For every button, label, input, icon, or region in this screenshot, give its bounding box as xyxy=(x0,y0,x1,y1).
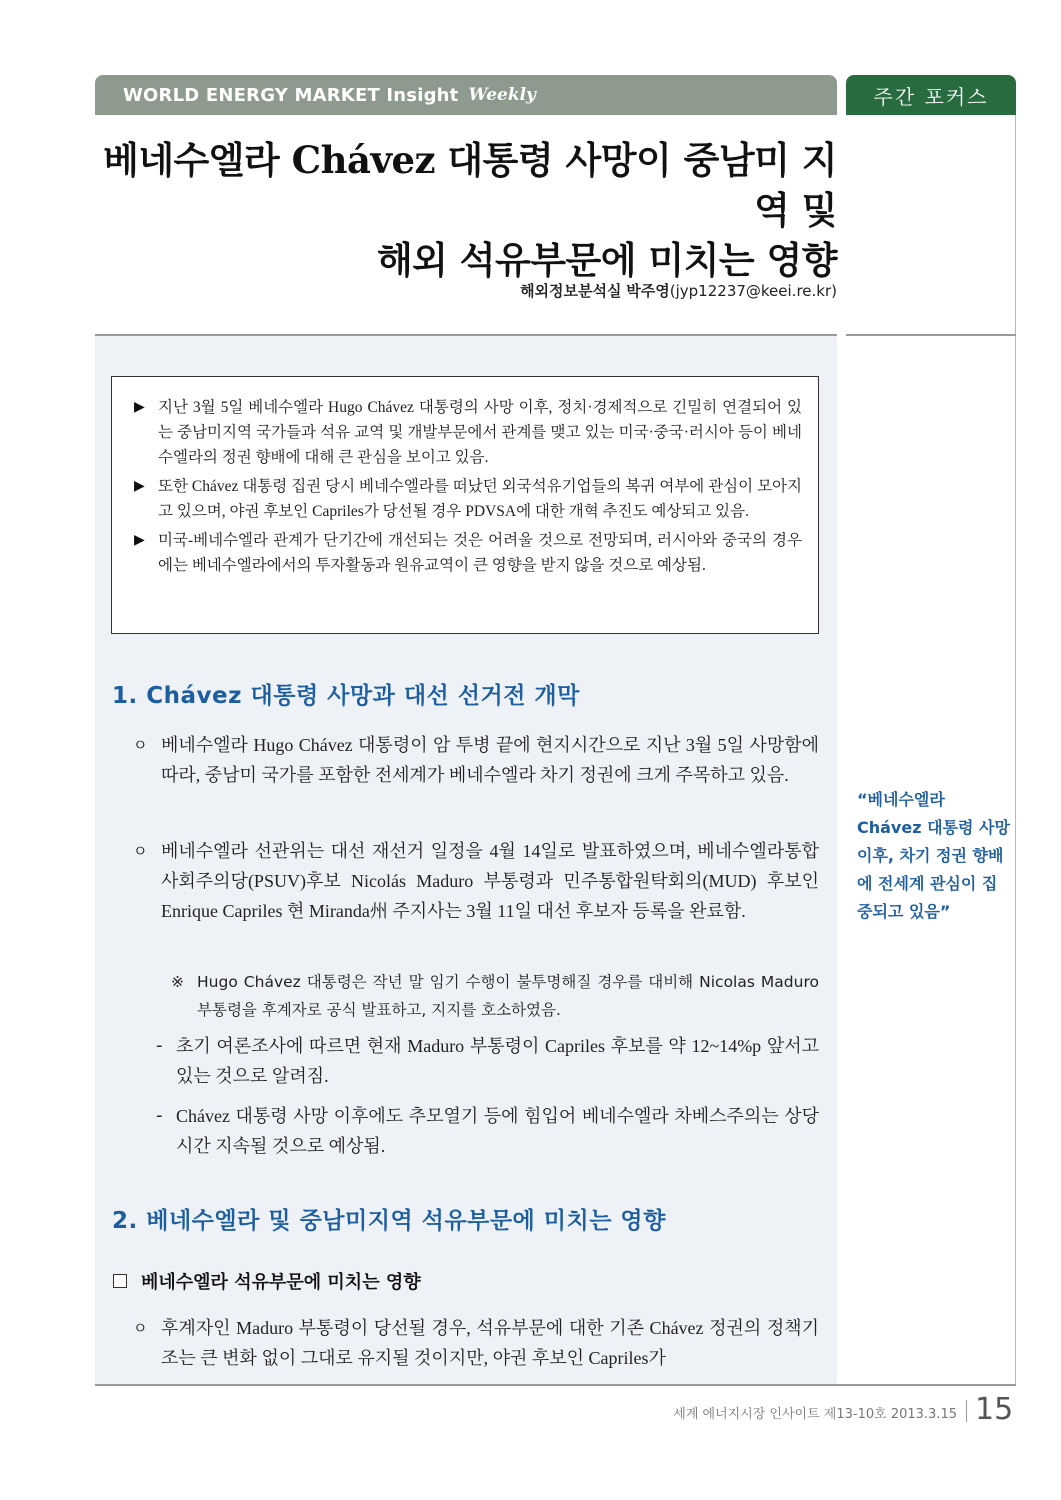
triangle-bullet-icon: ▶ xyxy=(134,400,145,415)
page-number: 15 xyxy=(975,1392,1014,1427)
square-bullet-icon xyxy=(113,1274,127,1288)
author-line xyxy=(300,280,837,301)
section-2-body xyxy=(133,1313,819,1373)
footer-publication: 세계 에너지시장 인사이트 제13-10호 2013.3.15 xyxy=(673,1407,957,1422)
author-dept: 해외정보분석실 xyxy=(520,282,622,300)
triangle-bullet-icon: ▶ xyxy=(134,479,145,494)
circle-bullet-icon: ㅇ xyxy=(133,736,148,754)
summary-item: ▶ 또한 Chávez 대통령 집권 당시 베네수엘라를 떠났던 외국석유기업들의 복귀 여부에 관심이 모아지고 있으며, 야권 후보인 Capriles가 당선될 경우 PDVSA에 대한 개혁 추진도 예상되고 있음. xyxy=(134,474,802,524)
publication-header-bar xyxy=(95,75,837,115)
summary-box xyxy=(111,376,819,634)
paragraph-bullet: ㅇ 베네수엘라 선관위는 대선 재선거 일정을 4월 14일로 발표하였으며, 베네수엘라통합사회주의당(PSUV)후보 Nicolás Maduro 부통령과 민주통합원탁회의(MUD) 후보인 Enrique Capriles 현 Miranda州 주지사는 3월 11일 대선 후보자 등록을 완료함. xyxy=(133,836,819,926)
circle-bullet-icon: ㅇ xyxy=(133,1319,148,1337)
side-title-divider xyxy=(846,334,1016,336)
note-item: ※ Hugo Chávez 대통령은 작년 말 임기 수행이 불투명해질 경우를 대비해 Nicolas Maduro 부통령을 후계자로 공식 발표하고, 지지를 호소하였음. xyxy=(171,968,819,1024)
title-line-2: 해외 석유부문에 미치는 영향 xyxy=(376,238,837,282)
summary-item: ▶ 미국-베네수엘라 관계가 단기간에 개선되는 것은 어려울 것으로 전망되며, 러시아와 중국의 경우에는 베네수엘라에서의 투자활동과 원유교역이 큰 영향을 받지 않을 것으로 예상됨. xyxy=(134,528,802,578)
side-divider xyxy=(1015,115,1016,1385)
dash-item: - 초기 여론조사에 따르면 현재 Maduro 부통령이 Capriles 후보를 약 12~14%p 앞서고 있는 것으로 알려짐. xyxy=(156,1031,819,1091)
dash-bullet-icon: - xyxy=(156,1035,163,1056)
section-1-body xyxy=(133,730,819,790)
bottom-divider xyxy=(95,1384,1016,1386)
section-1-body-2 xyxy=(133,836,819,926)
paragraph-bullet: ㅇ 베네수엘라 Hugo Chávez 대통령이 암 투병 끝에 현지시간으로 지난 3월 5일 사망함에 따라, 중남미 국가를 포함한 전세계가 베네수엘라 차기 정권에 크게 주목하고 있음. xyxy=(133,730,819,790)
pull-quote: “베네수엘라 Chávez 대통령 사망이후, 차기 정권 향배에 전세계 관심이 집중되고 있음” xyxy=(857,790,1010,921)
paragraph-bullet: ㅇ 후계자인 Maduro 부통령이 당선될 경우, 석유부문에 대한 기존 Chávez 정권의 정책기조는 큰 변화 없이 그대로 유지될 것이지만, 야권 후보인 Capriles가 xyxy=(133,1313,819,1373)
section-2-subheading: 베네수엘라 석유부문에 미치는 영향 xyxy=(113,1268,421,1294)
dash-item: - Chávez 대통령 사망 이후에도 추모열기 등에 힘입어 베네수엘라 차베스주의는 상당시간 지속될 것으로 예상됨. xyxy=(156,1101,819,1161)
summary-item: ▶ 지난 3월 5일 베네수엘라 Hugo Chávez 대통령의 사망 이후, 정치·경제적으로 긴밀히 연결되어 있는 중남미지역 국가들과 석유 교역 및 개발부문에서 관계를 맺고 있는 미국·중국·러시아 등이 베네수엘라의 정권 향배에 대해 큰 관심을 보이고 있음. xyxy=(134,395,802,470)
section-tab: 주간 포커스 xyxy=(846,75,1016,115)
section-2-heading: 2. 베네수엘라 및 중남미지역 석유부문에 미치는 영향 xyxy=(112,1208,666,1234)
publication-weekly: Weekly xyxy=(468,85,536,105)
section-1-dash-1 xyxy=(156,1031,819,1091)
publication-name: WORLD ENERGY MARKET Insight xyxy=(123,84,459,106)
section-1-note xyxy=(171,968,819,1024)
section-1-heading: 1. Chávez 대통령 사망과 대선 선거전 개막 xyxy=(112,683,580,709)
section-1-dash-2 xyxy=(156,1101,819,1161)
author-name: 박주영 xyxy=(626,282,670,300)
title-line-1: 베네수엘라 Chávez 대통령 사망이 중남미 지역 및 xyxy=(103,138,837,232)
dash-bullet-icon: - xyxy=(156,1105,163,1126)
footer-separator xyxy=(966,1400,967,1422)
reference-mark-icon: ※ xyxy=(171,973,184,991)
circle-bullet-icon: ㅇ xyxy=(133,842,148,860)
article-title xyxy=(100,135,837,285)
author-email: (jyp12237@keei.re.kr) xyxy=(669,282,837,300)
triangle-bullet-icon: ▶ xyxy=(134,533,145,548)
